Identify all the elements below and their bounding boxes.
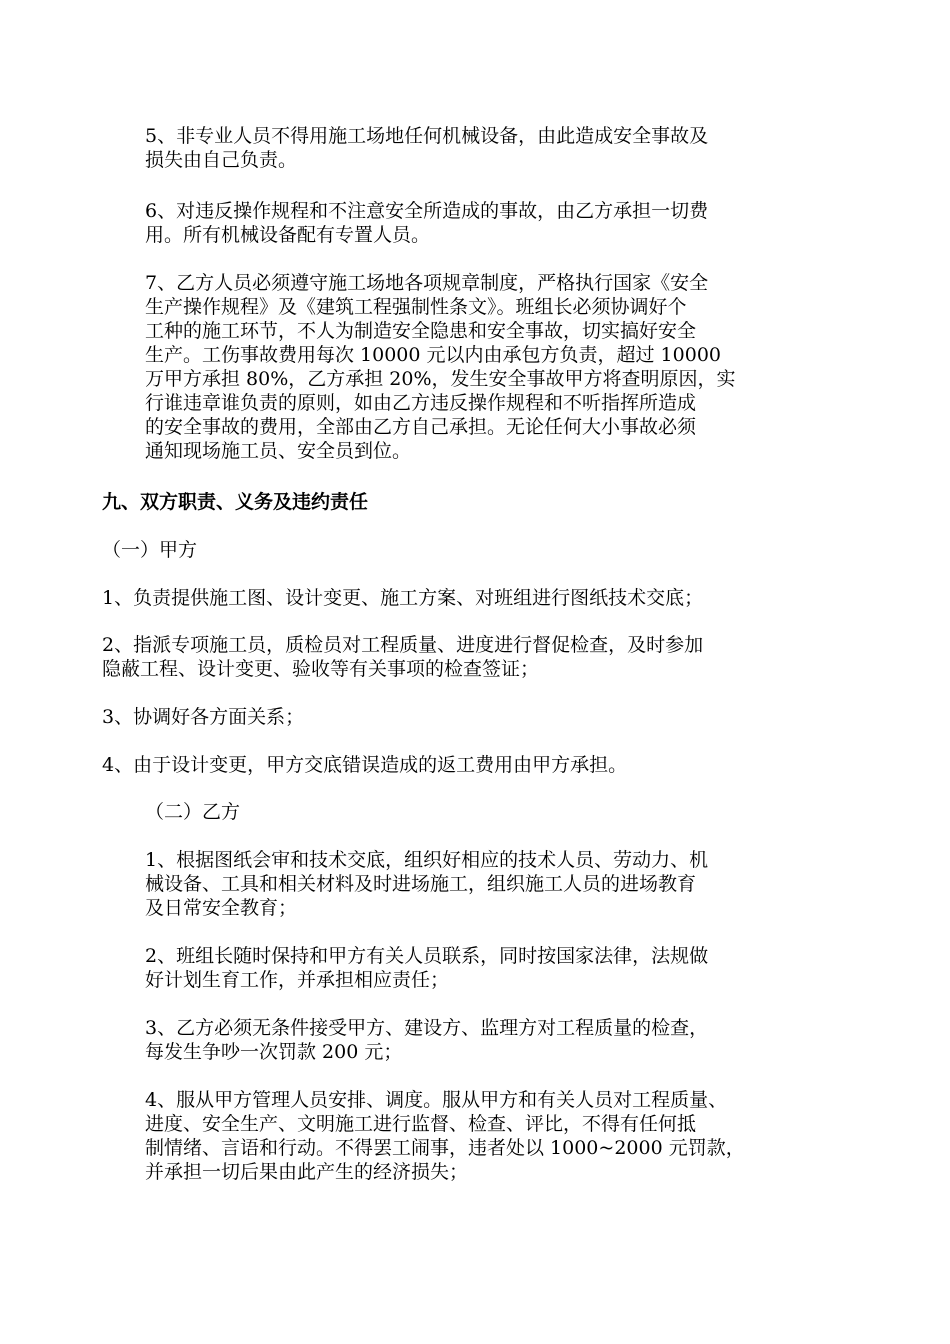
text-line: 用。所有机械设备配有专置人员。 — [145, 224, 431, 246]
text-line: 5、非专业人员不得用施工场地任何机械设备，由此造成安全事故及 — [145, 125, 709, 147]
party-b-item-3 — [145, 1016, 708, 1064]
text-line: 6、对违反操作规程和不注意安全所造成的事故，由乙方承担一切费 — [145, 200, 709, 222]
text-line: 1、负责提供施工图、设计变更、施工方案、对班组进行图纸技术交底； — [102, 587, 704, 609]
text-line: 生产操作规程》及《建筑工程强制性条文》。班组长必须协调好个 — [145, 296, 687, 318]
party-b-item-1 — [145, 848, 708, 920]
party-a-item-2 — [102, 633, 703, 681]
party-b-label: （二）乙方 — [145, 801, 241, 823]
text-line: 损失由自己负责。 — [145, 149, 298, 171]
text-line: 每发生争吵一次罚款 200 元； — [145, 1041, 403, 1063]
text-line: 7、乙方人员必须遵守施工场地各项规章制度，严格执行国家《安全 — [145, 272, 709, 294]
text-line: 行谁违章谁负责的原则，如由乙方违反操作规程和不听指挥所造成 — [145, 392, 697, 414]
text-line: 的安全事故的费用，全部由乙方自己承担。无论任何大小事故必须 — [145, 416, 697, 438]
text-line: 3、协调好各方面关系； — [102, 706, 305, 728]
section-heading: 九、双方职责、义务及违约责任 — [102, 491, 369, 513]
text-line: 好计划生育工作，并承担相应责任； — [145, 969, 450, 991]
text-line: 并承担一切后果由此产生的经济损失； — [145, 1161, 469, 1183]
text-line: 制情绪、言语和行动。不得罢工闹事，违者处以 1000~2000 元罚款， — [145, 1137, 745, 1159]
text-line: 及日常安全教育； — [145, 897, 298, 919]
text-line: 4、由于设计变更，甲方交底错误造成的返工费用由甲方承担。 — [102, 754, 628, 776]
text-line: 1、根据图纸会审和技术交底，组织好相应的技术人员、劳动力、机 — [145, 849, 709, 871]
party-a-item-4 — [102, 753, 627, 777]
clause-6 — [145, 199, 708, 247]
clause-5 — [145, 124, 708, 172]
party-a-item-1 — [102, 586, 703, 610]
text-line: 万甲方承担 80%，乙方承担 20%，发生安全事故甲方将查明原因，实 — [145, 368, 736, 390]
text-line: 2、班组长随时保持和甲方有关人员联系，同时按国家法律，法规做 — [145, 945, 709, 967]
party-b-item-4 — [145, 1088, 745, 1184]
text-line: 械设备、工具和相关材料及时进场施工，组织施工人员的进场教育 — [145, 873, 697, 895]
text-line: 2、指派专项施工员，质检员对工程质量、进度进行督促检查，及时参加 — [102, 634, 704, 656]
text-line: 进度、安全生产、文明施工进行监督、检查、评比，不得有任何抵 — [145, 1113, 697, 1135]
party-a-label: （一）甲方 — [102, 539, 198, 561]
party-b-item-2 — [145, 944, 708, 992]
clause-7 — [145, 271, 736, 463]
text-line: 3、乙方必须无条件接受甲方、建设方、监理方对工程质量的检查， — [145, 1017, 709, 1039]
text-line: 4、服从甲方管理人员安排、调度。服从甲方和有关人员对工程质量、 — [145, 1089, 728, 1111]
text-line: 生产。工伤事故费用每次 10000 元以内由承包方负责，超过 10000 — [145, 344, 722, 366]
text-line: 通知现场施工员、安全员到位。 — [145, 440, 412, 462]
text-line: 隐蔽工程、设计变更、验收等有关事项的检查签证； — [102, 658, 540, 680]
party-a-item-3 — [102, 705, 304, 729]
text-line: 工种的施工环节，不人为制造安全隐患和安全事故，切实搞好安全 — [145, 320, 697, 342]
